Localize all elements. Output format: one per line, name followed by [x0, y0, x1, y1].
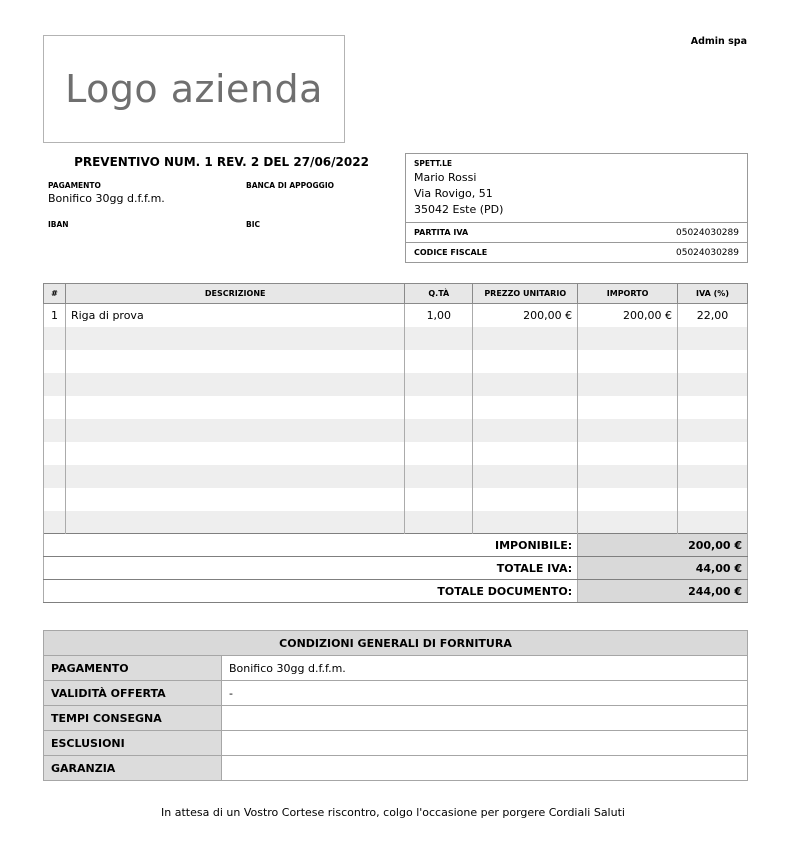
item-prezzo-unitario: 200,00 € [473, 304, 578, 327]
col-header-iva: IVA (%) [678, 284, 748, 304]
iban-value [48, 230, 246, 246]
field-iban [48, 220, 246, 259]
item-qta: 1,00 [405, 304, 473, 327]
partita-iva-label: PARTITA IVA [414, 228, 469, 237]
item-num: 1 [44, 304, 66, 327]
field-pagamento [48, 181, 246, 220]
customer-info [406, 154, 747, 222]
pagamento-label: PAGAMENTO [48, 181, 101, 190]
company-name: Admin spa [690, 36, 747, 47]
col-header-descrizione: DESCRIZIONE [65, 284, 404, 304]
item-descrizione: Riga di prova [65, 304, 404, 327]
col-header-prezzo-unitario: PREZZO UNITARIO [473, 284, 578, 304]
customer-box [405, 153, 748, 263]
cond-validita-label: VALIDITÀ OFFERTA [44, 681, 222, 706]
empty-item-row [44, 373, 748, 396]
condition-row-garanzia [44, 756, 748, 781]
cond-pagamento-label: PAGAMENTO [44, 656, 222, 681]
partita-iva-row [406, 222, 747, 242]
document-title: PREVENTIVO NUM. 1 REV. 2 DEL 27/06/2022 [74, 155, 369, 169]
col-header-importo: IMPORTO [578, 284, 678, 304]
empty-item-row [44, 442, 748, 465]
table-row [44, 304, 748, 327]
customer-address-line2: 35042 Este (PD) [414, 203, 504, 216]
totale-iva-label: TOTALE IVA: [44, 557, 578, 580]
imponibile-row [44, 534, 748, 557]
empty-item-row [44, 396, 748, 419]
customer-tag: SPETT.LE [414, 159, 453, 168]
field-bic [246, 220, 405, 259]
customer-address-line1: Via Rovigo, 51 [414, 187, 493, 200]
totale-iva-row [44, 557, 748, 580]
partita-iva-value: 05024030289 [676, 227, 739, 238]
totals-section [44, 534, 748, 603]
cond-validita-value: - [222, 681, 748, 706]
bic-value [246, 230, 405, 246]
empty-item-row [44, 511, 748, 534]
document-header [43, 155, 400, 259]
totale-iva-value: 44,00 € [578, 557, 748, 580]
conditions-table [43, 630, 748, 781]
empty-item-row [44, 419, 748, 442]
condition-row-pagamento [44, 656, 748, 681]
totale-documento-row [44, 580, 748, 603]
iban-label: IBAN [48, 220, 69, 229]
col-header-num: # [44, 284, 66, 304]
banca-appoggio-value [246, 191, 405, 207]
empty-item-row [44, 350, 748, 373]
logo-placeholder-text: Logo azienda [65, 67, 323, 111]
item-importo: 200,00 € [578, 304, 678, 327]
banca-appoggio-label: BANCA DI APPOGGIO [246, 181, 334, 190]
codice-fiscale-value: 05024030289 [676, 247, 739, 258]
cond-pagamento-value: Bonifico 30gg d.f.f.m. [222, 656, 748, 681]
codice-fiscale-row [406, 242, 747, 262]
pagamento-value: Bonifico 30gg d.f.f.m. [48, 192, 165, 205]
customer-name: Mario Rossi [414, 171, 477, 184]
items-body [44, 304, 748, 534]
cond-garanzia-label: GARANZIA [44, 756, 222, 781]
field-banca-appoggio [246, 181, 405, 220]
empty-item-row [44, 465, 748, 488]
cond-esclusioni-value [222, 731, 748, 756]
totale-documento-label: TOTALE DOCUMENTO: [44, 580, 578, 603]
bic-label: BIC [246, 220, 261, 229]
company-logo [43, 35, 345, 143]
cond-garanzia-value [222, 756, 748, 781]
cond-tempi-label: TEMPI CONSEGNA [44, 706, 222, 731]
condition-row-validita-offerta [44, 681, 748, 706]
cond-esclusioni-label: ESCLUSIONI [44, 731, 222, 756]
items-table [43, 283, 748, 603]
conditions-title: CONDIZIONI GENERALI DI FORNITURA [44, 631, 748, 656]
totale-documento-value: 244,00 € [578, 580, 748, 603]
closing-note: In attesa di un Vostro Cortese riscontro, colgo l'occasione per porgere Cordiali Saluti [161, 806, 625, 819]
payment-fields [43, 181, 400, 259]
empty-item-row [44, 488, 748, 511]
empty-item-row [44, 327, 748, 350]
imponibile-label: IMPONIBILE: [44, 534, 578, 557]
conditions-title-row [44, 631, 748, 656]
item-iva: 22,00 [678, 304, 748, 327]
condition-row-esclusioni [44, 731, 748, 756]
codice-fiscale-label: CODICE FISCALE [414, 248, 488, 257]
imponibile-value: 200,00 € [578, 534, 748, 557]
items-table-header [44, 284, 748, 304]
condition-row-tempi-consegna [44, 706, 748, 731]
col-header-qta: Q.TÀ [405, 284, 473, 304]
cond-tempi-value [222, 706, 748, 731]
items-header-row [44, 284, 748, 304]
